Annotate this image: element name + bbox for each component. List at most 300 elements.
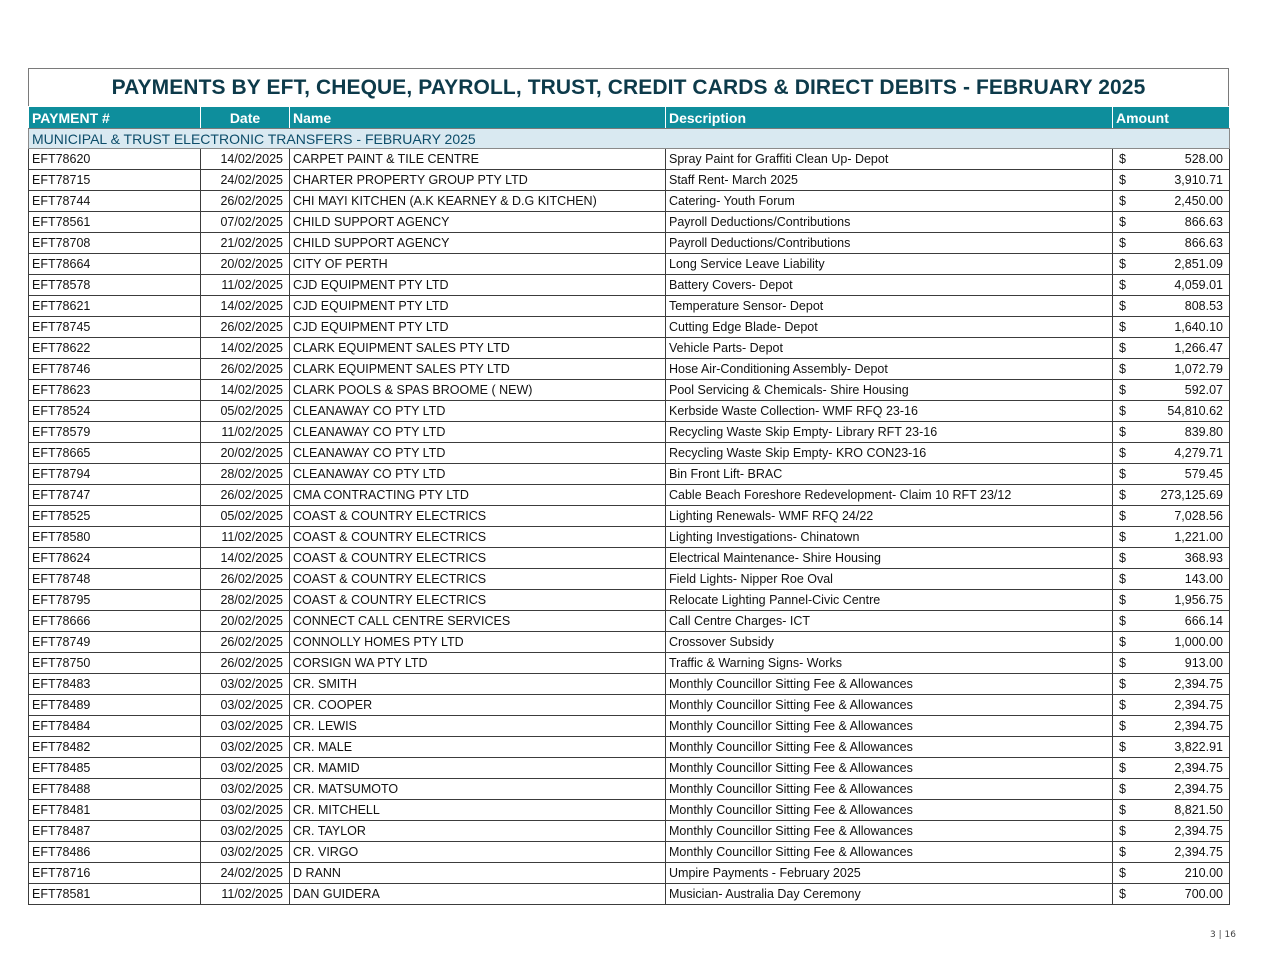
table-row <box>29 653 1230 674</box>
payment-id: EFT78716 <box>29 863 201 884</box>
currency-symbol: $ <box>1119 236 1126 250</box>
payee-name: CLARK POOLS & SPAS BROOME ( NEW) <box>290 380 666 401</box>
payment-description: Monthly Councillor Sitting Fee & Allowances <box>666 779 1113 800</box>
payment-amount: 808.53 <box>1184 299 1223 313</box>
table-row <box>29 527 1230 548</box>
payment-description: Monthly Councillor Sitting Fee & Allowances <box>666 758 1113 779</box>
payment-amount-cell <box>1113 485 1230 506</box>
currency-symbol: $ <box>1119 425 1126 439</box>
payment-description: Relocate Lighting Pannel-Civic Centre <box>666 590 1113 611</box>
payment-date: 14/02/2025 <box>201 338 290 359</box>
payment-amount: 1,956.75 <box>1174 593 1223 607</box>
payment-description: Monthly Councillor Sitting Fee & Allowances <box>666 821 1113 842</box>
payment-amount: 700.00 <box>1184 887 1223 901</box>
payment-id: EFT78579 <box>29 422 201 443</box>
payee-name: CORSIGN WA PTY LTD <box>290 653 666 674</box>
payment-amount-cell <box>1113 527 1230 548</box>
payments-table <box>28 106 1230 905</box>
payment-amount: 273,125.69 <box>1160 488 1223 502</box>
payment-description: Spray Paint for Graffiti Clean Up- Depot <box>666 149 1113 170</box>
payee-name: CR. TAYLOR <box>290 821 666 842</box>
payment-description: Bin Front Lift- BRAC <box>666 464 1113 485</box>
payment-date: 20/02/2025 <box>201 611 290 632</box>
currency-symbol: $ <box>1119 341 1126 355</box>
payment-amount: 592.07 <box>1184 383 1223 397</box>
table-row <box>29 590 1230 611</box>
table-row <box>29 422 1230 443</box>
payee-name: CJD EQUIPMENT PTY LTD <box>290 275 666 296</box>
payment-description: Kerbside Waste Collection- WMF RFQ 23-16 <box>666 401 1113 422</box>
table-row <box>29 212 1230 233</box>
table-row <box>29 464 1230 485</box>
payment-amount: 666.14 <box>1184 614 1223 628</box>
currency-symbol: $ <box>1119 467 1126 481</box>
payment-amount: 54,810.62 <box>1167 404 1223 418</box>
payment-amount-cell <box>1113 401 1230 422</box>
payment-description: Traffic & Warning Signs- Works <box>666 653 1113 674</box>
payment-description: Monthly Councillor Sitting Fee & Allowances <box>666 674 1113 695</box>
payment-date: 14/02/2025 <box>201 548 290 569</box>
payment-id: EFT78715 <box>29 170 201 191</box>
table-row <box>29 632 1230 653</box>
payment-id: EFT78749 <box>29 632 201 653</box>
table-row <box>29 842 1230 863</box>
currency-symbol: $ <box>1119 593 1126 607</box>
currency-symbol: $ <box>1119 887 1126 901</box>
payment-amount: 143.00 <box>1184 572 1223 586</box>
payment-amount-cell <box>1113 800 1230 821</box>
payment-id: EFT78623 <box>29 380 201 401</box>
payment-description: Lighting Renewals- WMF RFQ 24/22 <box>666 506 1113 527</box>
payment-amount: 1,072.79 <box>1174 362 1223 376</box>
payment-amount: 2,394.75 <box>1174 782 1223 796</box>
header-name: Name <box>290 107 666 129</box>
payment-date: 26/02/2025 <box>201 359 290 380</box>
payment-amount: 8,821.50 <box>1174 803 1223 817</box>
payment-date: 03/02/2025 <box>201 695 290 716</box>
payment-id: EFT78622 <box>29 338 201 359</box>
currency-symbol: $ <box>1119 656 1126 670</box>
currency-symbol: $ <box>1119 173 1126 187</box>
table-row <box>29 548 1230 569</box>
table-row <box>29 758 1230 779</box>
payment-amount-cell <box>1113 611 1230 632</box>
payment-id: EFT78524 <box>29 401 201 422</box>
payment-date: 26/02/2025 <box>201 317 290 338</box>
table-row <box>29 254 1230 275</box>
header-description: Description <box>666 107 1113 129</box>
payment-amount: 210.00 <box>1184 866 1223 880</box>
payee-name: CHARTER PROPERTY GROUP PTY LTD <box>290 170 666 191</box>
payee-name: CR. MITCHELL <box>290 800 666 821</box>
payee-name: D RANN <box>290 863 666 884</box>
payment-date: 20/02/2025 <box>201 443 290 464</box>
payment-amount-cell <box>1113 758 1230 779</box>
payee-name: DAN GUIDERA <box>290 884 666 905</box>
payment-amount: 1,000.00 <box>1174 635 1223 649</box>
currency-symbol: $ <box>1119 698 1126 712</box>
payments-sheet <box>28 68 1229 905</box>
currency-symbol: $ <box>1119 761 1126 775</box>
table-row <box>29 443 1230 464</box>
payment-date: 14/02/2025 <box>201 380 290 401</box>
payment-date: 03/02/2025 <box>201 737 290 758</box>
payee-name: COAST & COUNTRY ELECTRICS <box>290 569 666 590</box>
payment-date: 03/02/2025 <box>201 758 290 779</box>
payment-amount-cell <box>1113 653 1230 674</box>
payee-name: CJD EQUIPMENT PTY LTD <box>290 317 666 338</box>
table-row <box>29 716 1230 737</box>
payee-name: CLARK EQUIPMENT SALES PTY LTD <box>290 359 666 380</box>
payment-description: Payroll Deductions/Contributions <box>666 233 1113 254</box>
payment-date: 11/02/2025 <box>201 422 290 443</box>
payee-name: CONNOLLY HOMES PTY LTD <box>290 632 666 653</box>
currency-symbol: $ <box>1119 488 1126 502</box>
payment-id: EFT78525 <box>29 506 201 527</box>
table-row <box>29 359 1230 380</box>
table-row <box>29 338 1230 359</box>
currency-symbol: $ <box>1119 404 1126 418</box>
currency-symbol: $ <box>1119 362 1126 376</box>
payee-name: CR. LEWIS <box>290 716 666 737</box>
table-row <box>29 800 1230 821</box>
payee-name: CONNECT CALL CENTRE SERVICES <box>290 611 666 632</box>
payment-id: EFT78665 <box>29 443 201 464</box>
table-row <box>29 485 1230 506</box>
currency-symbol: $ <box>1119 635 1126 649</box>
table-row <box>29 863 1230 884</box>
table-row <box>29 170 1230 191</box>
payment-description: Monthly Councillor Sitting Fee & Allowances <box>666 842 1113 863</box>
payment-description: Umpire Payments - February 2025 <box>666 863 1113 884</box>
payment-id: EFT78747 <box>29 485 201 506</box>
payment-date: 05/02/2025 <box>201 506 290 527</box>
currency-symbol: $ <box>1119 215 1126 229</box>
payment-description: Cable Beach Foreshore Redevelopment- Claim 10 RFT 23/12 <box>666 485 1113 506</box>
payment-description: Staff Rent- March 2025 <box>666 170 1113 191</box>
payment-id: EFT78748 <box>29 569 201 590</box>
currency-symbol: $ <box>1119 719 1126 733</box>
currency-symbol: $ <box>1119 824 1126 838</box>
table-row <box>29 674 1230 695</box>
payment-amount-cell <box>1113 569 1230 590</box>
payee-name: COAST & COUNTRY ELECTRICS <box>290 527 666 548</box>
payment-id: EFT78624 <box>29 548 201 569</box>
payee-name: CHILD SUPPORT AGENCY <box>290 212 666 233</box>
payment-description: Monthly Councillor Sitting Fee & Allowances <box>666 800 1113 821</box>
currency-symbol: $ <box>1119 383 1126 397</box>
payment-amount-cell <box>1113 212 1230 233</box>
payment-amount: 913.00 <box>1184 656 1223 670</box>
payment-description: Pool Servicing & Chemicals- Shire Housing <box>666 380 1113 401</box>
payment-amount-cell <box>1113 233 1230 254</box>
table-row <box>29 233 1230 254</box>
payee-name: CMA CONTRACTING PTY LTD <box>290 485 666 506</box>
table-row <box>29 380 1230 401</box>
report-title: PAYMENTS BY EFT, CHEQUE, PAYROLL, TRUST, CREDIT CARDS & DIRECT DEBITS - FEBRUARY 2025 <box>28 68 1229 106</box>
payment-amount-cell <box>1113 821 1230 842</box>
payment-amount-cell <box>1113 170 1230 191</box>
payment-amount-cell <box>1113 842 1230 863</box>
payment-amount-cell <box>1113 464 1230 485</box>
payment-description: Lighting Investigations- Chinatown <box>666 527 1113 548</box>
header-payment: PAYMENT # <box>29 107 201 129</box>
payment-description: Long Service Leave Liability <box>666 254 1113 275</box>
section-title: MUNICIPAL & TRUST ELECTRONIC TRANSFERS - FEBRUARY 2025 <box>29 129 1230 149</box>
table-row <box>29 401 1230 422</box>
currency-symbol: $ <box>1119 866 1126 880</box>
payment-date: 03/02/2025 <box>201 800 290 821</box>
currency-symbol: $ <box>1119 320 1126 334</box>
payment-id: EFT78620 <box>29 149 201 170</box>
payment-amount-cell <box>1113 674 1230 695</box>
payment-id: EFT78708 <box>29 233 201 254</box>
currency-symbol: $ <box>1119 509 1126 523</box>
payment-date: 03/02/2025 <box>201 779 290 800</box>
currency-symbol: $ <box>1119 257 1126 271</box>
payment-id: EFT78580 <box>29 527 201 548</box>
payee-name: CLARK EQUIPMENT SALES PTY LTD <box>290 338 666 359</box>
payment-amount-cell <box>1113 590 1230 611</box>
payment-date: 11/02/2025 <box>201 527 290 548</box>
payment-description: Monthly Councillor Sitting Fee & Allowances <box>666 716 1113 737</box>
header-row <box>29 107 1230 129</box>
payment-date: 14/02/2025 <box>201 149 290 170</box>
payment-date: 03/02/2025 <box>201 674 290 695</box>
payment-amount-cell <box>1113 779 1230 800</box>
currency-symbol: $ <box>1119 614 1126 628</box>
currency-symbol: $ <box>1119 740 1126 754</box>
table-body <box>29 149 1230 905</box>
payee-name: COAST & COUNTRY ELECTRICS <box>290 506 666 527</box>
payment-description: Recycling Waste Skip Empty- KRO CON23-16 <box>666 443 1113 464</box>
payment-id: EFT78664 <box>29 254 201 275</box>
payment-amount-cell <box>1113 548 1230 569</box>
payment-amount-cell <box>1113 338 1230 359</box>
table-row <box>29 149 1230 170</box>
payment-id: EFT78621 <box>29 296 201 317</box>
payment-amount: 2,394.75 <box>1174 677 1223 691</box>
table-row <box>29 569 1230 590</box>
table-row <box>29 695 1230 716</box>
payment-description: Electrical Maintenance- Shire Housing <box>666 548 1113 569</box>
payment-date: 03/02/2025 <box>201 821 290 842</box>
payment-date: 24/02/2025 <box>201 863 290 884</box>
payment-description: Monthly Councillor Sitting Fee & Allowances <box>666 695 1113 716</box>
table-row <box>29 737 1230 758</box>
payment-amount-cell <box>1113 695 1230 716</box>
payment-amount: 2,394.75 <box>1174 698 1223 712</box>
currency-symbol: $ <box>1119 845 1126 859</box>
payment-amount: 839.80 <box>1184 425 1223 439</box>
payment-amount: 3,910.71 <box>1174 173 1223 187</box>
payment-amount-cell <box>1113 317 1230 338</box>
payee-name: CLEANAWAY CO PTY LTD <box>290 422 666 443</box>
payment-amount: 4,279.71 <box>1174 446 1223 460</box>
payment-date: 03/02/2025 <box>201 842 290 863</box>
currency-symbol: $ <box>1119 446 1126 460</box>
payment-id: EFT78484 <box>29 716 201 737</box>
payment-amount: 368.93 <box>1184 551 1223 565</box>
currency-symbol: $ <box>1119 278 1126 292</box>
table-row <box>29 296 1230 317</box>
currency-symbol: $ <box>1119 572 1126 586</box>
payment-date: 26/02/2025 <box>201 485 290 506</box>
payee-name: CLEANAWAY CO PTY LTD <box>290 401 666 422</box>
payment-amount-cell <box>1113 632 1230 653</box>
payment-amount-cell <box>1113 506 1230 527</box>
currency-symbol: $ <box>1119 677 1126 691</box>
payment-amount-cell <box>1113 296 1230 317</box>
payment-amount-cell <box>1113 191 1230 212</box>
payment-description: Cutting Edge Blade- Depot <box>666 317 1113 338</box>
payment-date: 05/02/2025 <box>201 401 290 422</box>
table-row <box>29 821 1230 842</box>
payment-description: Call Centre Charges- ICT <box>666 611 1113 632</box>
payment-description: Hose Air-Conditioning Assembly- Depot <box>666 359 1113 380</box>
payment-amount: 528.00 <box>1184 152 1223 166</box>
payee-name: CR. MAMID <box>290 758 666 779</box>
payment-id: EFT78666 <box>29 611 201 632</box>
payment-date: 14/02/2025 <box>201 296 290 317</box>
payment-date: 28/02/2025 <box>201 464 290 485</box>
payee-name: CR. VIRGO <box>290 842 666 863</box>
payee-name: CR. COOPER <box>290 695 666 716</box>
payment-amount-cell <box>1113 443 1230 464</box>
payment-amount: 2,394.75 <box>1174 761 1223 775</box>
payee-name: COAST & COUNTRY ELECTRICS <box>290 548 666 569</box>
payment-id: EFT78482 <box>29 737 201 758</box>
payment-description: Field Lights- Nipper Roe Oval <box>666 569 1113 590</box>
payment-date: 11/02/2025 <box>201 884 290 905</box>
payee-name: CR. MALE <box>290 737 666 758</box>
payment-amount: 1,640.10 <box>1174 320 1223 334</box>
payment-description: Recycling Waste Skip Empty- Library RFT 23-16 <box>666 422 1113 443</box>
table-row <box>29 611 1230 632</box>
payment-id: EFT78486 <box>29 842 201 863</box>
payment-id: EFT78485 <box>29 758 201 779</box>
payment-amount: 7,028.56 <box>1174 509 1223 523</box>
payment-amount: 4,059.01 <box>1174 278 1223 292</box>
currency-symbol: $ <box>1119 194 1126 208</box>
payee-name: CR. MATSUMOTO <box>290 779 666 800</box>
payment-id: EFT78481 <box>29 800 201 821</box>
table-row <box>29 317 1230 338</box>
payee-name: CLEANAWAY CO PTY LTD <box>290 443 666 464</box>
table-row <box>29 275 1230 296</box>
payment-id: EFT78745 <box>29 317 201 338</box>
payee-name: CARPET PAINT & TILE CENTRE <box>290 149 666 170</box>
payment-date: 26/02/2025 <box>201 569 290 590</box>
payment-amount-cell <box>1113 422 1230 443</box>
page-number: 3 | 16 <box>1210 930 1236 940</box>
payment-date: 20/02/2025 <box>201 254 290 275</box>
payment-amount: 2,450.00 <box>1174 194 1223 208</box>
payment-description: Vehicle Parts- Depot <box>666 338 1113 359</box>
header-date: Date <box>201 107 290 129</box>
payment-id: EFT78746 <box>29 359 201 380</box>
currency-symbol: $ <box>1119 299 1126 313</box>
table-row <box>29 779 1230 800</box>
payment-amount: 866.63 <box>1184 215 1223 229</box>
payment-id: EFT78578 <box>29 275 201 296</box>
payment-date: 24/02/2025 <box>201 170 290 191</box>
currency-symbol: $ <box>1119 803 1126 817</box>
payment-amount: 1,266.47 <box>1174 341 1223 355</box>
payment-amount-cell <box>1113 254 1230 275</box>
currency-symbol: $ <box>1119 782 1126 796</box>
payment-id: EFT78561 <box>29 212 201 233</box>
payment-id: EFT78488 <box>29 779 201 800</box>
payment-id: EFT78483 <box>29 674 201 695</box>
payment-id: EFT78750 <box>29 653 201 674</box>
payment-amount: 579.45 <box>1184 467 1223 481</box>
payment-date: 26/02/2025 <box>201 653 290 674</box>
payment-date: 21/02/2025 <box>201 233 290 254</box>
payment-id: EFT78487 <box>29 821 201 842</box>
payment-amount-cell <box>1113 359 1230 380</box>
payee-name: CHI MAYI KITCHEN (A.K KEARNEY & D.G KITCHEN) <box>290 191 666 212</box>
payment-date: 07/02/2025 <box>201 212 290 233</box>
payment-id: EFT78795 <box>29 590 201 611</box>
payment-amount-cell <box>1113 737 1230 758</box>
currency-symbol: $ <box>1119 551 1126 565</box>
payment-description: Crossover Subsidy <box>666 632 1113 653</box>
payment-date: 11/02/2025 <box>201 275 290 296</box>
payee-name: CHILD SUPPORT AGENCY <box>290 233 666 254</box>
payment-amount: 3,822.91 <box>1174 740 1223 754</box>
header-amount: Amount <box>1113 107 1230 129</box>
payment-amount-cell <box>1113 275 1230 296</box>
payment-amount: 2,394.75 <box>1174 824 1223 838</box>
payment-description: Musician- Australia Day Ceremony <box>666 884 1113 905</box>
payment-date: 26/02/2025 <box>201 191 290 212</box>
payment-id: EFT78581 <box>29 884 201 905</box>
payment-description: Temperature Sensor- Depot <box>666 296 1113 317</box>
payment-amount: 2,394.75 <box>1174 719 1223 733</box>
payee-name: CITY OF PERTH <box>290 254 666 275</box>
payment-amount-cell <box>1113 884 1230 905</box>
payee-name: COAST & COUNTRY ELECTRICS <box>290 590 666 611</box>
payment-amount: 1,221.00 <box>1174 530 1223 544</box>
payment-amount-cell <box>1113 716 1230 737</box>
payee-name: CJD EQUIPMENT PTY LTD <box>290 296 666 317</box>
payment-amount-cell <box>1113 863 1230 884</box>
payment-amount: 2,851.09 <box>1174 257 1223 271</box>
payment-date: 26/02/2025 <box>201 632 290 653</box>
payee-name: CR. SMITH <box>290 674 666 695</box>
payment-date: 28/02/2025 <box>201 590 290 611</box>
payment-description: Payroll Deductions/Contributions <box>666 212 1113 233</box>
table-row <box>29 506 1230 527</box>
payment-id: EFT78489 <box>29 695 201 716</box>
payment-amount-cell <box>1113 380 1230 401</box>
payment-description: Battery Covers- Depot <box>666 275 1113 296</box>
payment-amount-cell <box>1113 149 1230 170</box>
payment-amount: 866.63 <box>1184 236 1223 250</box>
currency-symbol: $ <box>1119 530 1126 544</box>
currency-symbol: $ <box>1119 152 1126 166</box>
payment-description: Catering- Youth Forum <box>666 191 1113 212</box>
payment-date: 03/02/2025 <box>201 716 290 737</box>
table-row <box>29 191 1230 212</box>
table-row <box>29 884 1230 905</box>
payment-amount: 2,394.75 <box>1174 845 1223 859</box>
payment-id: EFT78794 <box>29 464 201 485</box>
section-row <box>29 129 1230 149</box>
payment-description: Monthly Councillor Sitting Fee & Allowances <box>666 737 1113 758</box>
payment-id: EFT78744 <box>29 191 201 212</box>
